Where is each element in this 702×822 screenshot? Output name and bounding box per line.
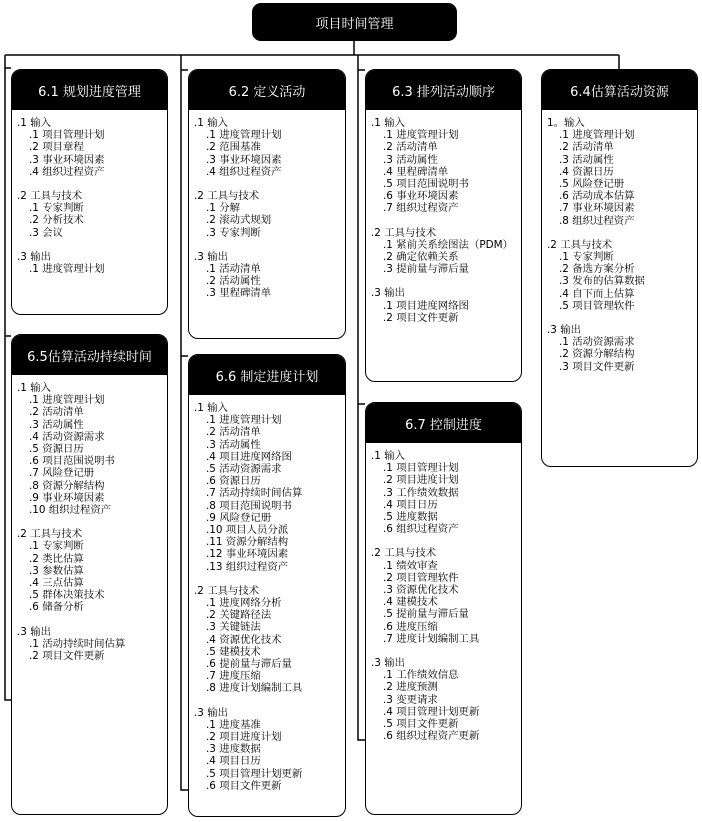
list-item: .1 分解	[206, 202, 240, 215]
section-label: .2 工具与技术	[17, 528, 83, 541]
list-item: .3 活动属性	[206, 438, 261, 451]
list-item: .5 进度数据	[383, 511, 438, 524]
list-item: .5 群体决策技术	[29, 589, 105, 602]
list-item: .3 事业环境因素	[29, 153, 105, 166]
list-item: .3 参数估算	[29, 564, 84, 577]
section-label: .3 输出	[17, 625, 51, 638]
list-item: .5 建模技术	[206, 645, 261, 658]
panel-title: 6.5估算活动持续时间	[12, 335, 167, 375]
list-item: .2 范围基准	[206, 141, 261, 154]
tools-section	[17, 190, 167, 239]
panel-title: 6.1 规划进度管理	[12, 70, 167, 110]
list-item: .3 关键链法	[206, 621, 261, 634]
list-item: .5 活动资源需求	[206, 463, 282, 476]
list-item: .2 项目文件更新	[29, 650, 105, 663]
list-item: .4 里程碑清单	[383, 165, 449, 178]
list-item: .3 活动属性	[559, 153, 614, 166]
list-item: .1 活动资源需求	[559, 336, 635, 349]
list-item: .3 进度数据	[206, 743, 261, 756]
list-item: .5 项目范围说明书	[383, 178, 469, 191]
outputs-section	[194, 251, 345, 300]
section-label: .1 输入	[17, 382, 51, 394]
list-item: .5 资源日历	[29, 443, 84, 456]
list-item: .2 确定依赖关系	[383, 251, 459, 264]
list-item: .3 项目文件更新	[559, 360, 635, 373]
panel-title: 6.3 排列活动顺序	[366, 70, 521, 110]
list-item: .5 提前量与滞后量	[383, 608, 469, 621]
panel-body	[12, 375, 167, 662]
list-item: .2 活动清单	[29, 406, 84, 419]
section-label: .1 输入	[371, 117, 405, 129]
list-item: .3 活动属性	[29, 418, 84, 431]
list-item: .1 进度管理计划	[383, 129, 459, 142]
list-item: .1 专家判断	[29, 540, 84, 553]
list-item: .2 活动清单	[559, 141, 614, 154]
inputs-section	[547, 117, 697, 227]
list-item: .1 活动清单	[206, 263, 261, 276]
list-item: .6 活动成本估算	[559, 190, 635, 203]
root-node-time-management	[252, 3, 457, 41]
list-item: .3 变更请求	[383, 693, 438, 706]
list-item: .6 组织过程资产	[383, 523, 459, 536]
list-item: .3 工作绩效数据	[383, 486, 459, 499]
list-item: .1 项目管理计划	[29, 129, 105, 142]
inputs-section	[194, 402, 345, 573]
panel-body	[12, 110, 167, 275]
list-item: .1 专家判断	[29, 202, 84, 215]
section-label: .3 输出	[371, 287, 405, 300]
list-item: .1 绩效审查	[383, 559, 438, 572]
list-item: .6 组织过程资产更新	[383, 730, 480, 743]
list-item: .5 风险登记册	[559, 178, 625, 191]
list-item: .1 进度管理计划	[206, 129, 282, 142]
inputs-section	[17, 382, 167, 516]
tools-section	[371, 547, 521, 645]
section-label: .2 工具与技术	[194, 190, 260, 203]
list-item: .8 项目范围说明书	[206, 499, 292, 512]
list-item: .1 活动持续时间估算	[29, 637, 126, 650]
process-6-6-develop-schedule	[188, 354, 346, 817]
list-item: .6 储备分析	[29, 601, 84, 614]
list-item: .8 资源分解结构	[29, 479, 105, 492]
outputs-section	[17, 251, 167, 275]
list-item: .1 进度管理计划	[559, 129, 635, 142]
list-item: .5 项目文件更新	[383, 718, 459, 731]
outputs-section	[371, 287, 521, 324]
inputs-section	[371, 450, 521, 535]
tools-section	[371, 227, 521, 276]
list-item: .2 分析技术	[29, 214, 84, 227]
section-label: .3 输出	[371, 657, 405, 670]
list-item: .4 建模技术	[383, 596, 438, 609]
list-item: .2 滚动式规划	[206, 214, 272, 227]
list-item: .1 进度管理计划	[29, 394, 105, 407]
list-item: .6 项目范围说明书	[29, 455, 115, 468]
list-item: .4 活动资源需求	[29, 430, 105, 443]
section-label: .1 输入	[371, 450, 405, 462]
panel-title: 6.2 定义活动	[189, 70, 345, 110]
list-item: .2 项目章程	[29, 141, 84, 154]
list-item: .6 资源日历	[206, 475, 261, 488]
section-label: .1 输入	[194, 402, 228, 414]
process-6-3-sequence-activities	[365, 69, 522, 382]
outputs-section	[547, 324, 697, 373]
list-item: .2 类比估算	[29, 552, 84, 565]
list-item: .2 活动属性	[206, 275, 261, 288]
list-item: .8 进度计划编制工具	[206, 682, 303, 695]
list-item: .6 事业环境因素	[383, 190, 459, 203]
connector-right-spine	[358, 55, 365, 740]
list-item: .2 项目管理软件	[383, 571, 459, 584]
list-item: .4 项目管理计划更新	[383, 705, 480, 718]
list-item: .10 项目人员分派	[206, 524, 289, 537]
panel-body	[542, 110, 697, 373]
panel-body	[366, 443, 521, 742]
list-item: .11 资源分解结构	[206, 536, 289, 549]
list-item: .9 风险登记册	[206, 511, 272, 524]
panel-body	[366, 110, 521, 324]
list-item: .2 项目进度计划	[206, 731, 282, 744]
list-item: .5 项目管理软件	[559, 299, 635, 312]
list-item: .7 进度计划编制工具	[383, 632, 480, 645]
list-item: .5 项目管理计划更新	[206, 767, 303, 780]
panel-body	[189, 110, 345, 300]
list-item: .4 自下而上估算	[559, 287, 635, 300]
section-label: .1 输入	[17, 117, 51, 129]
list-item: .7 进度压缩	[206, 670, 261, 683]
section-label: .3 输出	[547, 324, 581, 337]
section-label: .3 输出	[17, 250, 51, 263]
list-item: .3 事业环境因素	[206, 153, 282, 166]
list-item: .4 项目日历	[206, 755, 261, 768]
list-item: .8 组织过程资产	[559, 214, 635, 227]
panel-body	[189, 395, 345, 792]
section-label: .2 工具与技术	[371, 226, 437, 239]
list-item: .1 项目进度网络图	[383, 299, 469, 312]
list-item: .7 组织过程资产	[383, 202, 459, 215]
list-item: .4 三点估算	[29, 577, 84, 590]
list-item: .1 项目管理计划	[383, 462, 459, 475]
list-item: .1 紧前关系绘图法（PDM）	[383, 238, 513, 251]
list-item: .9 事业环境因素	[29, 491, 105, 504]
list-item: .3 发布的估算数据	[559, 275, 645, 288]
list-item: .3 会议	[29, 226, 63, 239]
list-item: .1 进度管理计划	[29, 263, 105, 276]
panel-title: 6.4估算活动资源	[542, 70, 697, 110]
section-label: .1 输入	[194, 117, 228, 129]
list-item: .1 专家判断	[559, 251, 614, 264]
process-6-2-define-activities	[188, 69, 346, 339]
connector-center-spine	[181, 55, 188, 790]
list-item: .2 活动清单	[206, 426, 261, 439]
list-item: .4 组织过程资产	[29, 165, 105, 178]
list-item: .2 关键路径法	[206, 609, 272, 622]
process-6-1-plan-schedule-management	[11, 69, 168, 315]
inputs-section	[17, 117, 167, 178]
list-item: .3 专家判断	[206, 226, 261, 239]
list-item: .12 事业环境因素	[206, 548, 289, 561]
process-6-5-estimate-activity-durations	[11, 334, 168, 815]
list-item: .4 组织过程资产	[206, 165, 282, 178]
tools-section	[17, 528, 167, 613]
section-label: .3 输出	[194, 706, 228, 719]
list-item: .7 事业环境因素	[559, 202, 635, 215]
panel-title: 6.6 制定进度计划	[189, 355, 345, 395]
list-item: .1 进度基准	[206, 718, 261, 731]
outputs-section	[194, 707, 345, 792]
list-item: .4 资源日历	[559, 165, 614, 178]
list-item: .3 里程碑清单	[206, 287, 272, 300]
list-item: .2 项目进度计划	[383, 474, 459, 487]
list-item: .4 项目进度网络图	[206, 450, 292, 463]
list-item: .1 工作绩效信息	[383, 669, 459, 682]
list-item: .2 项目文件更新	[383, 311, 459, 324]
list-item: .2 资源分解结构	[559, 348, 635, 361]
list-item: .2 备选方案分析	[559, 263, 635, 276]
process-6-4-estimate-activity-resources	[541, 69, 698, 467]
list-item: .4 资源优化技术	[206, 633, 282, 646]
list-item: .7 风险登记册	[29, 467, 95, 480]
list-item: .6 提前量与滞后量	[206, 658, 292, 671]
section-label: .2 工具与技术	[17, 190, 83, 203]
tools-section	[547, 239, 697, 312]
list-item: .1 进度管理计划	[206, 414, 282, 427]
list-item: .1 进度网络分析	[206, 597, 282, 610]
section-label: .2 工具与技术	[371, 547, 437, 560]
root-title: 项目时间管理	[315, 16, 394, 32]
list-item: .3 资源优化技术	[383, 584, 459, 597]
outputs-section	[371, 657, 521, 742]
list-item: .3 活动属性	[383, 153, 438, 166]
list-item: .10 组织过程资产	[29, 504, 112, 517]
list-item: .6 项目文件更新	[206, 779, 282, 792]
list-item: .7 活动持续时间估算	[206, 487, 303, 500]
panel-title: 6.7 控制进度	[366, 403, 521, 443]
list-item: .4 项目日历	[383, 498, 438, 511]
outputs-section	[17, 626, 167, 663]
tools-section	[194, 585, 345, 695]
list-item: .13 组织过程资产	[206, 560, 289, 573]
list-item: .6 进度压缩	[383, 620, 438, 633]
list-item: .2 活动清单	[383, 141, 438, 154]
process-6-7-control-schedule	[365, 402, 522, 815]
section-label: 1。输入	[547, 117, 585, 129]
section-label: .2 工具与技术	[547, 238, 613, 251]
tools-section	[194, 190, 345, 239]
section-label: .2 工具与技术	[194, 584, 260, 597]
inputs-section	[194, 117, 345, 178]
list-item: .2 进度预测	[383, 681, 438, 694]
section-label: .3 输出	[194, 250, 228, 263]
inputs-section	[371, 117, 521, 215]
list-item: .3 提前量与滞后量	[383, 263, 469, 276]
